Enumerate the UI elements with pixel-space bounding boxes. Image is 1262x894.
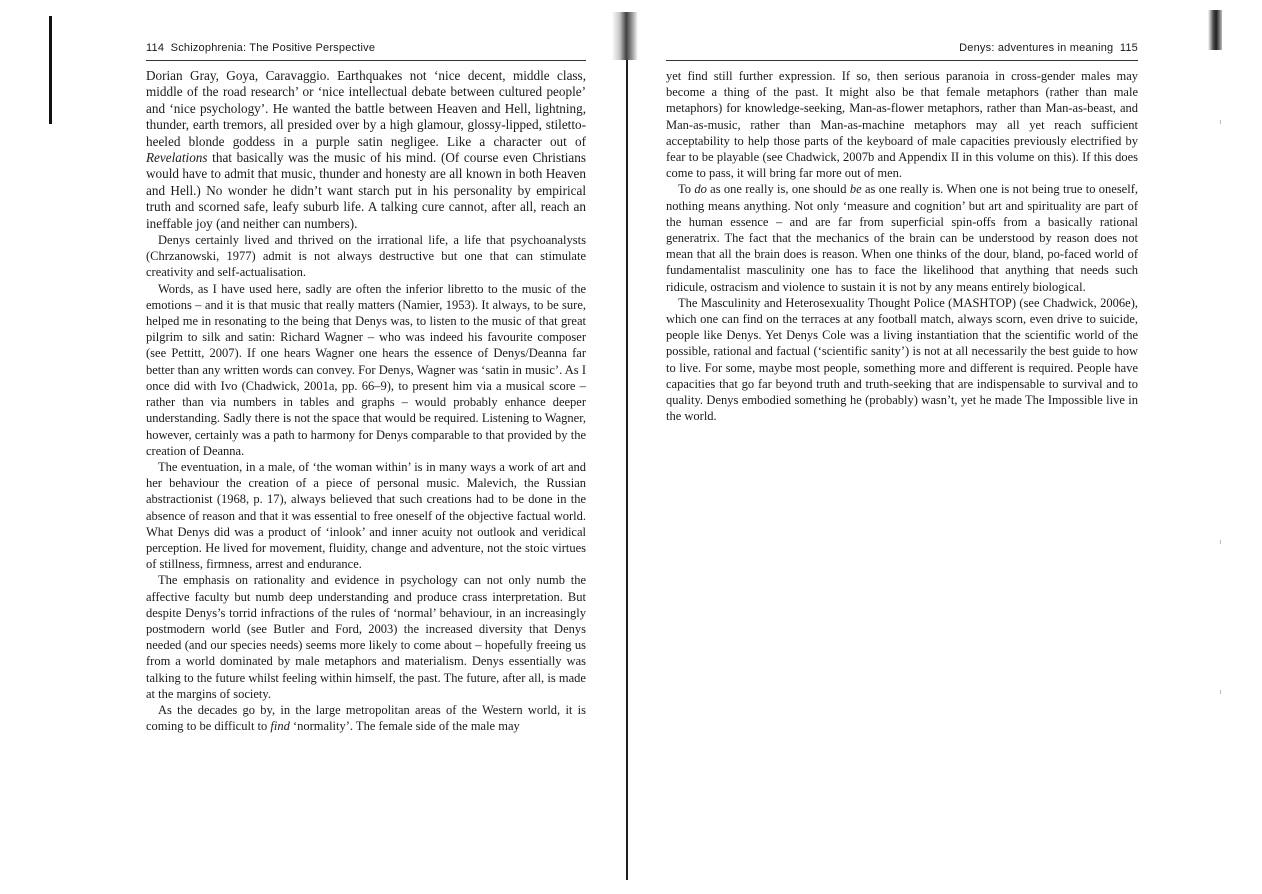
scan-speck bbox=[1220, 120, 1221, 124]
paragraph: The eventuation, in a male, of ‘the woman within’ is in many ways a work of art and her behaviour the creation of a piece of personal music. Malevich, the Russian abstractionist (1968, p. 17), always believed that such creations had to be done in the absence of reason and that it was essential to free oneself of the objective factual world. What Denys did was a product of ‘inlook’ and inner acuity not outlook and veridical perception. He lived for movement, fluidity, change and adventure, not the stoic virtues of stillness, firmness, arrest and endurance. bbox=[146, 459, 586, 572]
left-running-head bbox=[146, 42, 375, 54]
book-gutter-shadow bbox=[612, 12, 638, 60]
left-text-column bbox=[146, 68, 586, 734]
right-running-head bbox=[666, 42, 1138, 54]
paragraph: Denys certainly lived and thrived on the irrational life, a life that psychoanalysts (Chrzanowski, 1977) admit is not always destructive but one that can stimulate creativity and self-actualisation. bbox=[146, 233, 586, 280]
book-gutter-line bbox=[626, 60, 628, 880]
paragraph: To do as one really is, one should be as one really is. When one is not being true to oneself, nothing means anything. Not only ‘measure and cognition’ but art and spirituality are part of the human essence – and are far from superficial spin-offs from a basically rational generatrix. The fact that the mechanics of the brain can be understood by reason does not mean that all the brain does is reason. When one thinks of the dour, bland, po-faced world of fundamentalist masculinity one has to face the likelihood that anything that needs such ridicule, ostracism and violence to sustain it is not by any means entirely biological. bbox=[666, 182, 1138, 294]
scan-edge-right bbox=[1208, 10, 1222, 50]
paragraph: yet find still further expression. If so, then serious paranoia in cross-gender males may become a thing of the past. It might also be that female metaphors (rather than male metaphors) for knowledge-seeking, Man-as-flower metaphors, rather than Man-as-beast, and Man-as-music, rather than Man-as-machine metaphors may all yet reach sufficient acceptability to help those parts of the keyboard of male capacities previously electrified by fear to be playable (see Chadwick, 2007b and Appendix II in this volume on this). If this does come to pass, it will bring far more out of men. bbox=[666, 69, 1138, 181]
paragraph: As the decades go by, in the large metropolitan areas of the Western world, it is coming to be difficult to find ‘normality’. The female side of the male may bbox=[146, 702, 586, 734]
right-header-rule bbox=[666, 60, 1138, 61]
paragraph: The emphasis on rationality and evidence in psychology can not only numb the affective faculty but numb deep understanding and produce crass interpretation. But despite Denys’s torrid infractions of the rules of ‘normal’ behaviour, in an increasingly postmodern world (see Butler and Ford, 2003) the increased diversity that Denys needed (and our species needs) seems more likely to come about – hopefully freeing us from a world dominated by male metaphors and materialism. Denys essentially was talking to the future whilst feeling within himself, the past. The future, after all, is made at the margins of society. bbox=[146, 573, 586, 701]
paragraph: Words, as I have used here, sadly are often the inferior libretto to the music of the emotions – and it is that music that really matters (Namier, 1953). It always, to be sure, helped me in resonating to the being that Denys was, to listen to the music of that great pilgrim to silk and satin: Richard Wagner – who was indeed his favourite composer (see Pettitt, 2007). If one hears Wagner one hears the essence of Denys/Deanna far better than any written words can convey. For Denys, Wagner was ‘satin in music’. As I once did with Ivo (Chadwick, 2001a, pp. 66–9), to present him via a musical score – rather than via numbers in tables and graphs – would probably enhance deeper understanding. Sadly there is not the space that would be required. Listening to Wagner, however, certainly was a path to harmony for Denys comparable to that provided by the creation of Deanna. bbox=[146, 281, 586, 458]
left-header-rule bbox=[146, 60, 586, 61]
right-page-number: 115 bbox=[1119, 42, 1138, 54]
right-running-title: Denys: adventures in meaning bbox=[959, 42, 1114, 54]
scan-speck bbox=[1220, 540, 1221, 544]
right-text-column bbox=[666, 68, 1138, 424]
scan-edge-left bbox=[49, 16, 52, 124]
scan-speck bbox=[1220, 690, 1221, 694]
paragraph: The Masculinity and Heterosexuality Thought Police (MASHTOP) (see Chadwick, 2006e), which one can find on the terraces at any football match, always scorn, even drive to suicide, people like Denys. Yet Denys Cole was a living instantiation that the scientific world of the possible, rational and factual (‘scientific sanity’) is not at all necessarily the best guide to how to live. For some, maybe most people, something more and different is required. People have capacities that go far beyond truth and truth-seeking that are indispensable to survival and to quality. Denys embodied something he (probably) wasn’t, yet he made The Impossible live in the world. bbox=[666, 295, 1138, 424]
left-running-title: Schizophrenia: The Positive Perspective bbox=[170, 42, 376, 54]
left-page-number: 114 bbox=[146, 42, 165, 54]
paragraph: Dorian Gray, Goya, Caravaggio. Earthquakes not ‘nice decent, middle class, middle of the road research’ or ‘nice intellectual debate between cultured people’ and ‘nice psychology’. He wanted the battle between Heaven and Hell, lightning, thunder, earth tremors, all presided over by a high glamour, glossy-lipped, stiletto-heeled blonde goddess in a purple satin negligee. Like a character out of Revelations that basically was the music of his mind. (Of course even Christians would have to admit that music, thunder and honesty are all known in both Heaven and Hell.) No wonder he didn’t want starch put in his personality by empirical truth and scorned safe, leafy suburb life. A talking cure cannot, after all, reach an ineffable joy (and neither can numbers). bbox=[146, 68, 586, 231]
